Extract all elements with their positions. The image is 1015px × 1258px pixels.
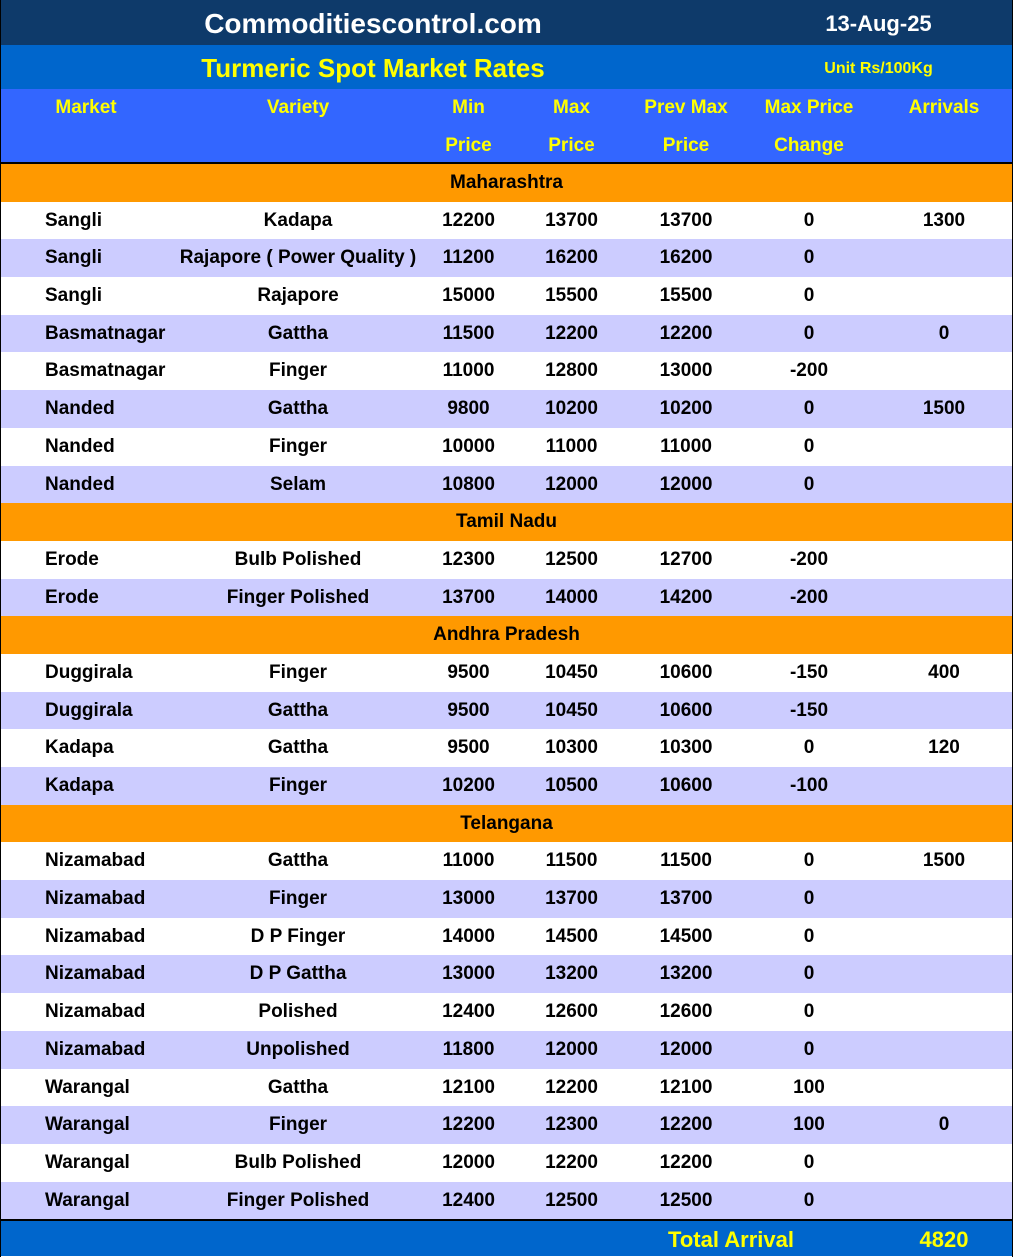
- market-cell: Kadapa: [45, 737, 114, 759]
- report-date: 13-Aug-25: [825, 11, 932, 36]
- min-price-cell: 12200: [442, 1114, 495, 1136]
- prev-max-price-cell: 13700: [659, 888, 713, 910]
- max-price-change-cell: 100: [793, 1076, 825, 1098]
- column-header-chg-line2: Change: [774, 135, 844, 156]
- prev-max-price-cell: 12000: [659, 473, 713, 495]
- max-price-cell: 12600: [545, 1001, 598, 1023]
- table-row: [1, 1031, 1012, 1069]
- variety-cell: Bulb Polished: [234, 1151, 362, 1173]
- table-row: [1, 993, 1012, 1031]
- max-price-change-cell: 0: [803, 285, 815, 307]
- column-header-prev-line2: Price: [662, 135, 710, 156]
- table-row: [1, 1106, 1012, 1144]
- table-row: [1, 1144, 1012, 1182]
- min-price-cell: 9500: [447, 699, 490, 721]
- variety-cell: Kadapa: [263, 209, 333, 231]
- prev-max-price-cell: 12500: [659, 1189, 713, 1211]
- min-price-cell: 11200: [442, 247, 495, 269]
- page-title: Turmeric Spot Market Rates: [201, 53, 545, 83]
- market-cell: Warangal: [45, 1151, 130, 1173]
- max-price-change-cell: -150: [789, 661, 829, 683]
- column-header-market-line1: Market: [55, 97, 117, 118]
- min-price-cell: 9500: [447, 737, 490, 759]
- max-price-change-cell: 0: [803, 247, 815, 269]
- column-header-chg-line1: Max Price: [764, 97, 854, 118]
- max-price-change-cell: 0: [803, 1189, 815, 1211]
- region-header: Maharashtra: [1, 164, 1012, 202]
- table-row: [1, 692, 1012, 730]
- table-row: [1, 541, 1012, 579]
- top-bar: [1, 0, 1012, 45]
- min-price-cell: 11800: [442, 1038, 495, 1060]
- market-cell: Duggirala: [45, 699, 133, 721]
- min-price-cell: 10200: [442, 775, 495, 796]
- arrivals-cell: [886, 239, 1002, 277]
- max-price-change-cell: -150: [789, 699, 829, 721]
- table-row: [1, 579, 1012, 617]
- max-price-cell: 12800: [545, 360, 598, 382]
- min-price-cell: 12000: [442, 1151, 495, 1173]
- market-cell: Nanded: [45, 398, 115, 420]
- market-cell: Nizamabad: [45, 1038, 146, 1060]
- total-arrival-value: 4820: [919, 1227, 969, 1253]
- prev-max-price-cell: 10600: [659, 775, 713, 796]
- variety-cell: Gattha: [267, 850, 329, 872]
- market-cell: Warangal: [45, 1114, 130, 1136]
- max-price-cell: 14000: [545, 586, 598, 608]
- min-price-cell: 12100: [442, 1076, 495, 1098]
- min-price-cell: 10800: [442, 473, 495, 495]
- variety-cell: Finger: [268, 1114, 328, 1136]
- variety-cell: Unpolished: [246, 1038, 350, 1060]
- market-cell: Nanded: [45, 435, 115, 457]
- column-header-prev-max-price: [626, 89, 746, 165]
- arrivals-cell: [886, 1144, 1002, 1182]
- variety-cell: Gattha: [267, 699, 329, 721]
- prev-max-price-cell: 12200: [659, 322, 713, 344]
- column-header-variety-line1: Variety: [266, 97, 330, 118]
- variety-cell: Finger: [268, 435, 328, 457]
- market-cell: Nanded: [45, 473, 115, 495]
- max-price-change-cell: 0: [803, 963, 815, 985]
- max-price-change-cell: -200: [789, 360, 829, 382]
- max-price-cell: 11500: [545, 850, 598, 872]
- column-header-max-line1: Max: [553, 97, 590, 118]
- min-price-cell: 12300: [442, 548, 495, 570]
- prev-max-price-cell: 12200: [659, 1151, 713, 1173]
- max-price-cell: 10500: [545, 775, 598, 796]
- prev-max-price-cell: 13200: [659, 963, 713, 985]
- table-row: [1, 880, 1012, 918]
- min-price-cell: 11500: [442, 322, 495, 344]
- prev-max-price-cell: 12600: [659, 1001, 713, 1023]
- max-price-change-cell: 0: [803, 1001, 815, 1023]
- variety-cell: Finger Polished: [226, 586, 370, 608]
- max-price-change-cell: 0: [803, 322, 815, 344]
- variety-cell: D P Finger: [250, 925, 346, 947]
- max-price-cell: 12500: [545, 548, 598, 570]
- total-arrival-label: Total Arrival: [668, 1227, 794, 1253]
- table-row: [1, 1182, 1012, 1220]
- table-row: [1, 239, 1012, 277]
- min-price-cell: 11000: [442, 850, 495, 872]
- arrivals-cell: [886, 352, 1002, 390]
- column-header-row: [1, 89, 1012, 164]
- prev-max-price-cell: 12200: [659, 1114, 713, 1136]
- variety-cell: Finger: [268, 661, 328, 683]
- min-price-cell: 12400: [442, 1001, 495, 1023]
- arrivals-cell: [886, 1031, 1002, 1069]
- variety-cell: Gattha: [267, 398, 329, 420]
- max-price-change-cell: 0: [803, 737, 815, 759]
- site-name: Commoditiescontrol.com: [204, 8, 542, 39]
- prev-max-price-cell: 11500: [660, 850, 712, 872]
- market-cell: Basmatnagar: [45, 360, 166, 382]
- max-price-cell: 12500: [545, 1189, 598, 1211]
- region-header: Telangana: [1, 805, 1012, 843]
- max-price-cell: 12200: [545, 1076, 598, 1098]
- market-cell: Erode: [45, 548, 99, 570]
- max-price-cell: 10450: [545, 699, 598, 721]
- arrivals-cell: 400: [928, 661, 960, 683]
- min-price-cell: 13000: [442, 888, 495, 910]
- table-row: [1, 352, 1012, 390]
- max-price-change-cell: 0: [803, 473, 815, 495]
- prev-max-price-cell: 14500: [659, 925, 713, 947]
- arrivals-cell: [886, 541, 1002, 579]
- prev-max-price-cell: 11000: [660, 435, 712, 457]
- column-header-variety: [169, 89, 427, 127]
- column-header-min-line1: Min: [452, 97, 485, 118]
- table-row: [1, 955, 1012, 993]
- arrivals-cell: [886, 1069, 1002, 1107]
- column-header-max-price-change: [751, 89, 867, 165]
- market-cell: Sangli: [45, 247, 103, 269]
- max-price-cell: 13700: [545, 209, 598, 231]
- market-cell: Nizamabad: [45, 925, 146, 947]
- column-header-arrivals: [886, 89, 1002, 127]
- market-cell: Nizamabad: [45, 1001, 146, 1023]
- variety-cell: Gattha: [267, 1076, 329, 1098]
- arrivals-cell: [886, 880, 1002, 918]
- market-cell: Nizamabad: [45, 888, 146, 910]
- max-price-cell: 12300: [545, 1114, 598, 1136]
- column-header-min-line2: Price: [445, 135, 492, 156]
- region-header: Andhra Pradesh: [1, 616, 1012, 654]
- max-price-cell: 10300: [545, 737, 598, 759]
- min-price-cell: 9500: [447, 661, 490, 683]
- max-price-change-cell: 0: [803, 1038, 815, 1060]
- arrivals-cell: 1500: [922, 398, 966, 420]
- table-row: [1, 428, 1012, 466]
- market-cell: Nizamabad: [45, 850, 146, 872]
- max-price-change-cell: 0: [803, 209, 815, 231]
- column-header-prev-line1: Prev Max: [644, 97, 728, 118]
- column-header-min-price: [421, 89, 516, 165]
- arrivals-cell: 0: [938, 322, 950, 344]
- market-cell: Warangal: [45, 1189, 130, 1211]
- min-price-cell: 11000: [442, 360, 495, 382]
- variety-cell: Rajapore ( Power Quality ): [179, 247, 417, 269]
- max-price-change-cell: 0: [803, 435, 815, 457]
- min-price-cell: 12400: [442, 1189, 495, 1211]
- min-price-cell: 9800: [447, 398, 490, 420]
- arrivals-cell: [886, 1182, 1002, 1220]
- arrivals-cell: [886, 692, 1002, 730]
- max-price-cell: 12200: [545, 322, 598, 344]
- arrivals-cell: 120: [928, 737, 960, 759]
- max-price-cell: 12000: [545, 1038, 598, 1060]
- table-row: [1, 729, 1012, 767]
- title-bar: [1, 45, 1012, 89]
- max-price-cell: 11000: [545, 435, 598, 457]
- table-row: [1, 202, 1012, 240]
- prev-max-price-cell: 12100: [659, 1076, 713, 1098]
- variety-cell: Gattha: [267, 737, 329, 759]
- arrivals-cell: [886, 767, 1002, 805]
- max-price-cell: 10200: [545, 398, 598, 420]
- min-price-cell: 14000: [442, 925, 495, 947]
- variety-cell: Gattha: [267, 322, 329, 344]
- max-price-cell: 16200: [545, 247, 598, 269]
- arrivals-cell: [886, 466, 1002, 504]
- max-price-change-cell: 100: [793, 1114, 825, 1136]
- market-cell: Duggirala: [45, 661, 133, 683]
- max-price-change-cell: -200: [789, 586, 829, 608]
- table-row: [1, 767, 1012, 805]
- prev-max-price-cell: 12000: [659, 1038, 713, 1060]
- max-price-cell: 14500: [545, 925, 598, 947]
- arrivals-cell: [886, 428, 1002, 466]
- table-row: [1, 466, 1012, 504]
- min-price-cell: 10000: [442, 435, 495, 457]
- unit-label: Unit Rs/100Kg: [824, 60, 933, 77]
- max-price-change-cell: 0: [803, 1151, 815, 1173]
- arrivals-cell: 1300: [922, 209, 966, 231]
- column-header-arr-line1: Arrivals: [908, 97, 980, 118]
- prev-max-price-cell: 10200: [659, 398, 713, 420]
- table-row: [1, 390, 1012, 428]
- min-price-cell: 12200: [442, 209, 495, 231]
- max-price-change-cell: 0: [803, 925, 815, 947]
- column-header-max-price: [524, 89, 619, 165]
- rates-table-body: [1, 164, 1012, 1219]
- variety-cell: D P Gattha: [249, 963, 347, 985]
- market-cell: Nizamabad: [45, 963, 146, 985]
- variety-cell: Bulb Polished: [234, 548, 362, 570]
- max-price-cell: 12200: [545, 1151, 598, 1173]
- max-price-change-cell: 0: [803, 850, 815, 872]
- arrivals-cell: [886, 955, 1002, 993]
- table-row: [1, 842, 1012, 880]
- market-cell: Kadapa: [45, 775, 114, 796]
- arrivals-cell: 0: [938, 1114, 950, 1136]
- arrivals-cell: [886, 918, 1002, 956]
- variety-cell: Selam: [270, 473, 326, 495]
- arrivals-cell: [886, 993, 1002, 1031]
- prev-max-price-cell: 14200: [659, 586, 713, 608]
- table-row: [1, 315, 1012, 353]
- prev-max-price-cell: 15500: [659, 285, 713, 307]
- prev-max-price-cell: 13700: [659, 209, 713, 231]
- variety-cell: Rajapore: [257, 285, 339, 307]
- table-row: [1, 918, 1012, 956]
- table-row: [1, 1069, 1012, 1107]
- variety-cell: Finger: [268, 360, 328, 382]
- prev-max-price-cell: 10600: [659, 699, 713, 721]
- market-cell: Sangli: [45, 209, 103, 231]
- max-price-cell: 10450: [545, 661, 598, 683]
- prev-max-price-cell: 10600: [659, 661, 713, 683]
- market-cell: Basmatnagar: [45, 322, 166, 344]
- total-arrival-bar: [1, 1219, 1012, 1256]
- prev-max-price-cell: 10300: [659, 737, 713, 759]
- market-cell: Warangal: [45, 1076, 130, 1098]
- max-price-cell: 12000: [545, 473, 598, 495]
- prev-max-price-cell: 13000: [659, 360, 713, 382]
- variety-cell: Finger: [268, 888, 328, 910]
- arrivals-cell: 1500: [922, 850, 966, 872]
- max-price-change-cell: -200: [789, 548, 829, 570]
- min-price-cell: 15000: [442, 285, 495, 307]
- region-header: Tamil Nadu: [1, 503, 1012, 541]
- market-cell: Erode: [45, 586, 99, 608]
- table-row: [1, 277, 1012, 315]
- max-price-cell: 15500: [545, 285, 598, 307]
- column-header-market: [31, 89, 141, 127]
- min-price-cell: 13700: [442, 586, 495, 608]
- prev-max-price-cell: 16200: [659, 247, 713, 269]
- max-price-change-cell: 0: [803, 398, 815, 420]
- variety-cell: Polished: [258, 1001, 338, 1023]
- arrivals-cell: [886, 579, 1002, 617]
- arrivals-cell: [886, 277, 1002, 315]
- table-row: [1, 654, 1012, 692]
- max-price-change-cell: 0: [803, 888, 815, 910]
- prev-max-price-cell: 12700: [659, 548, 713, 570]
- variety-cell: Finger Polished: [226, 1189, 370, 1211]
- max-price-cell: 13200: [545, 963, 598, 985]
- min-price-cell: 13000: [442, 963, 495, 985]
- max-price-change-cell: -100: [789, 775, 829, 796]
- column-header-max-line2: Price: [548, 135, 595, 156]
- max-price-cell: 13700: [545, 888, 598, 910]
- variety-cell: Finger: [268, 775, 328, 796]
- market-cell: Sangli: [45, 285, 103, 307]
